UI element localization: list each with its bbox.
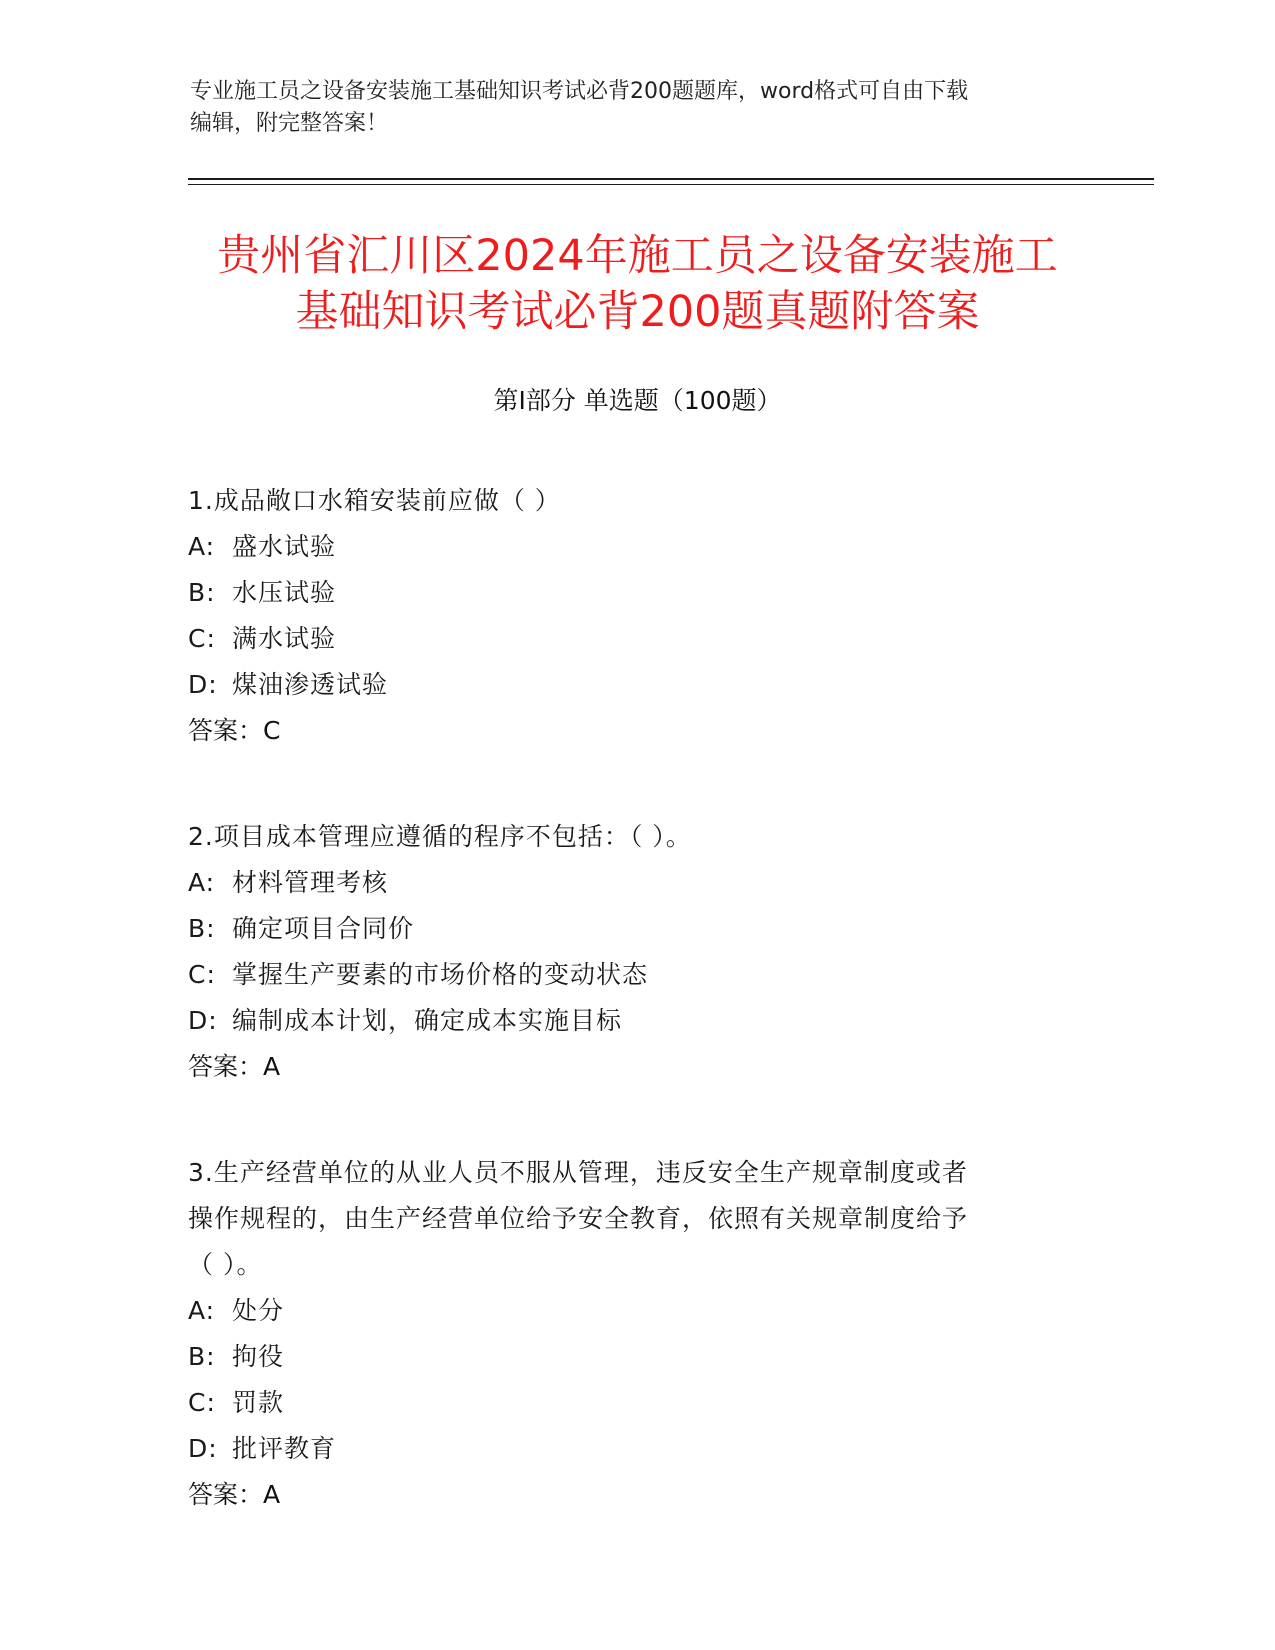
option-b [188,570,1068,616]
answer-line: 答案：A [188,1052,281,1081]
answer-line: 答案：A [188,1480,281,1509]
question-stem-line-2: 操作规程的，由生产经营单位给予安全教育，依照有关规章制度给予 [188,1204,969,1233]
answer-line: 答案：C [188,716,281,745]
option-c [188,1380,1068,1426]
document-title [150,228,1125,340]
option-key: A: [188,1296,216,1325]
question-stem: 2.项目成本管理应遵循的程序不包括：（ ）。 [188,822,692,851]
question-3 [188,1150,1068,1518]
option-key: C: [188,960,216,989]
option-key: D: [188,1006,218,1035]
header-note-line-2: 编辑，附完整答案！ [190,111,389,136]
option-text: 确定项目合同价 [232,914,415,943]
document-header-note [190,76,1090,140]
question-stem-line-3: （ ）。 [188,1250,263,1279]
option-key: A: [188,868,216,897]
option-text: 掌握生产要素的市场价格的变动状态 [232,960,649,989]
option-b [188,906,1068,952]
option-key: A: [188,532,216,561]
option-text: 处分 [232,1296,285,1325]
option-text: 材料管理考核 [232,868,389,897]
option-d [188,1426,1068,1472]
option-key: C: [188,624,216,653]
header-divider-thick [188,178,1154,180]
option-key: D: [188,1434,218,1463]
question-stem-line-1: 3.生产经营单位的从业人员不服从管理，违反安全生产规章制度或者 [188,1158,968,1187]
option-key: C: [188,1388,216,1417]
option-key: B: [188,1342,216,1371]
option-text: 煤油渗透试验 [232,670,389,699]
option-a [188,1288,1068,1334]
document-title-line-1: 贵州省汇川区2024年施工员之设备安装施工 [217,231,1058,281]
question-list [188,478,1068,1578]
header-note-line-1: 专业施工员之设备安装施工基础知识考试必背200题题库，word格式可自由下载 [190,79,969,104]
option-text: 批评教育 [232,1434,337,1463]
option-a [188,524,1068,570]
option-text: 罚款 [232,1388,285,1417]
option-d [188,662,1068,708]
option-key: B: [188,914,216,943]
option-key: D: [188,670,218,699]
option-text: 水压试验 [232,578,337,607]
option-d [188,998,1068,1044]
option-text: 拘役 [232,1342,285,1371]
option-c [188,952,1068,998]
question-stem: 1.成品敞口水箱安装前应做（ ） [188,486,561,515]
header-divider-thin [188,184,1154,185]
option-text: 盛水试验 [232,532,337,561]
option-c [188,616,1068,662]
question-2 [188,814,1068,1090]
option-b [188,1334,1068,1380]
option-text: 编制成本计划，确定成本实施目标 [232,1006,623,1035]
section-heading: 第Ⅰ部分 单选题（100题） [493,386,782,415]
option-a [188,860,1068,906]
option-text: 满水试验 [232,624,337,653]
document-title-line-2: 基础知识考试必背200题真题附答案 [295,287,980,337]
option-key: B: [188,578,216,607]
question-1 [188,478,1068,754]
